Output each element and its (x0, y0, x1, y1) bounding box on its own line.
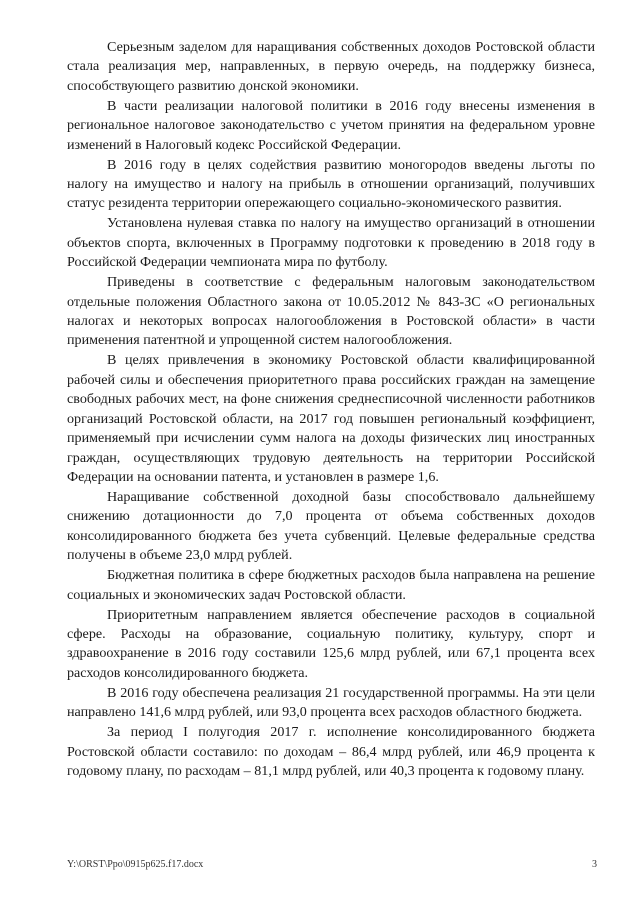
paragraph-7: Наращивание собственной доходной базы способствовало дальнейшему снижению дотационности до 7,0 процента от объема собственных доходов консолидированного бюджета без учета субвенций. Целевые федеральные средства получены в объеме 23,0 млрд рублей. (67, 488, 595, 564)
paragraph-9: Приоритетным направлением является обеспечение расходов в социальной сфере. Расходы на образование, социальную политику, культуру, спорт и здравоохранение в 2016 году составили 125,6 млрд рублей, или 67,1 процента всех расходов консолидированного бюджета. (67, 606, 595, 681)
paragraph-6: В целях привлечения в экономику Ростовской области квалифицированной рабочей силы и обеспечения приоритетного права российских граждан на замещение свободных рабочих мест, на фоне снижения среднесписочной численности работников организаций Ростовской области, на 2017 год повышен региональный коэффициент, применяемый при исчислении сумм налога на доходы физических лиц иностранных граждан, осуществляющих трудовую деятельность на территории Российской Федерации на основании патента, и установлен в размере 1,6. (67, 352, 595, 485)
paragraph-5: Приведены в соответствие с федеральным налоговым законодательством отдельные положения Областного закона от 10.05.2012 № 843-ЗС «О региональных налогах и некоторых вопросах налогообложения в Ростовской области» в части применения патентной и упрощенной систем налогообложения. (67, 274, 595, 349)
paragraph-8: Бюджетная политика в сфере бюджетных расходов была направлена на решение социальных и экономических задач Ростовской области. (67, 567, 595, 603)
page-number: 3 (592, 859, 597, 870)
paragraph-2: В части реализации налоговой политики в 2016 году внесены изменения в региональное налоговое законодательство с учетом принятия на федеральном уровне изменений в Налоговый кодекс Российской Федерации. (67, 97, 595, 153)
paragraph-3: В 2016 году в целях содействия развитию моногородов введены льготы по налогу на имущество и налогу на прибыль в отношении организаций, получивших статус резидента территории опережающего социально-экономического развития. (67, 156, 595, 212)
paragraph-1: Серьезным заделом для наращивания собственных доходов Ростовской области стала реализация мер, направленных, в первую очередь, на поддержку бизнеса, способствующего развитию донской экономики. (67, 39, 595, 94)
paragraph-10: В 2016 году обеспечена реализация 21 государственной программы. На эти цели направлено 141,6 млрд рублей, или 93,0 процента всех расходов областного бюджета. (67, 684, 595, 721)
document-body (67, 38, 595, 782)
paragraph-11: За период I полугодия 2017 г. исполнение консолидированного бюджета Ростовской области составило: по доходам – 86,4 млрд рублей, или 46,9 процента к годовому плану, по расходам – 81,1 млрд рублей, или 40,3 процента к годовому плану. (67, 724, 595, 779)
footer-file-path: Y:\ORST\Ppo\0915p625.f17.docx (67, 859, 204, 870)
paragraph-4: Установлена нулевая ставка по налогу на имущество организаций в отношении объектов спорта, включенных в Программу подготовки к проведению в 2018 году в Российской Федерации чемпионата мира по футболу. (67, 215, 595, 271)
